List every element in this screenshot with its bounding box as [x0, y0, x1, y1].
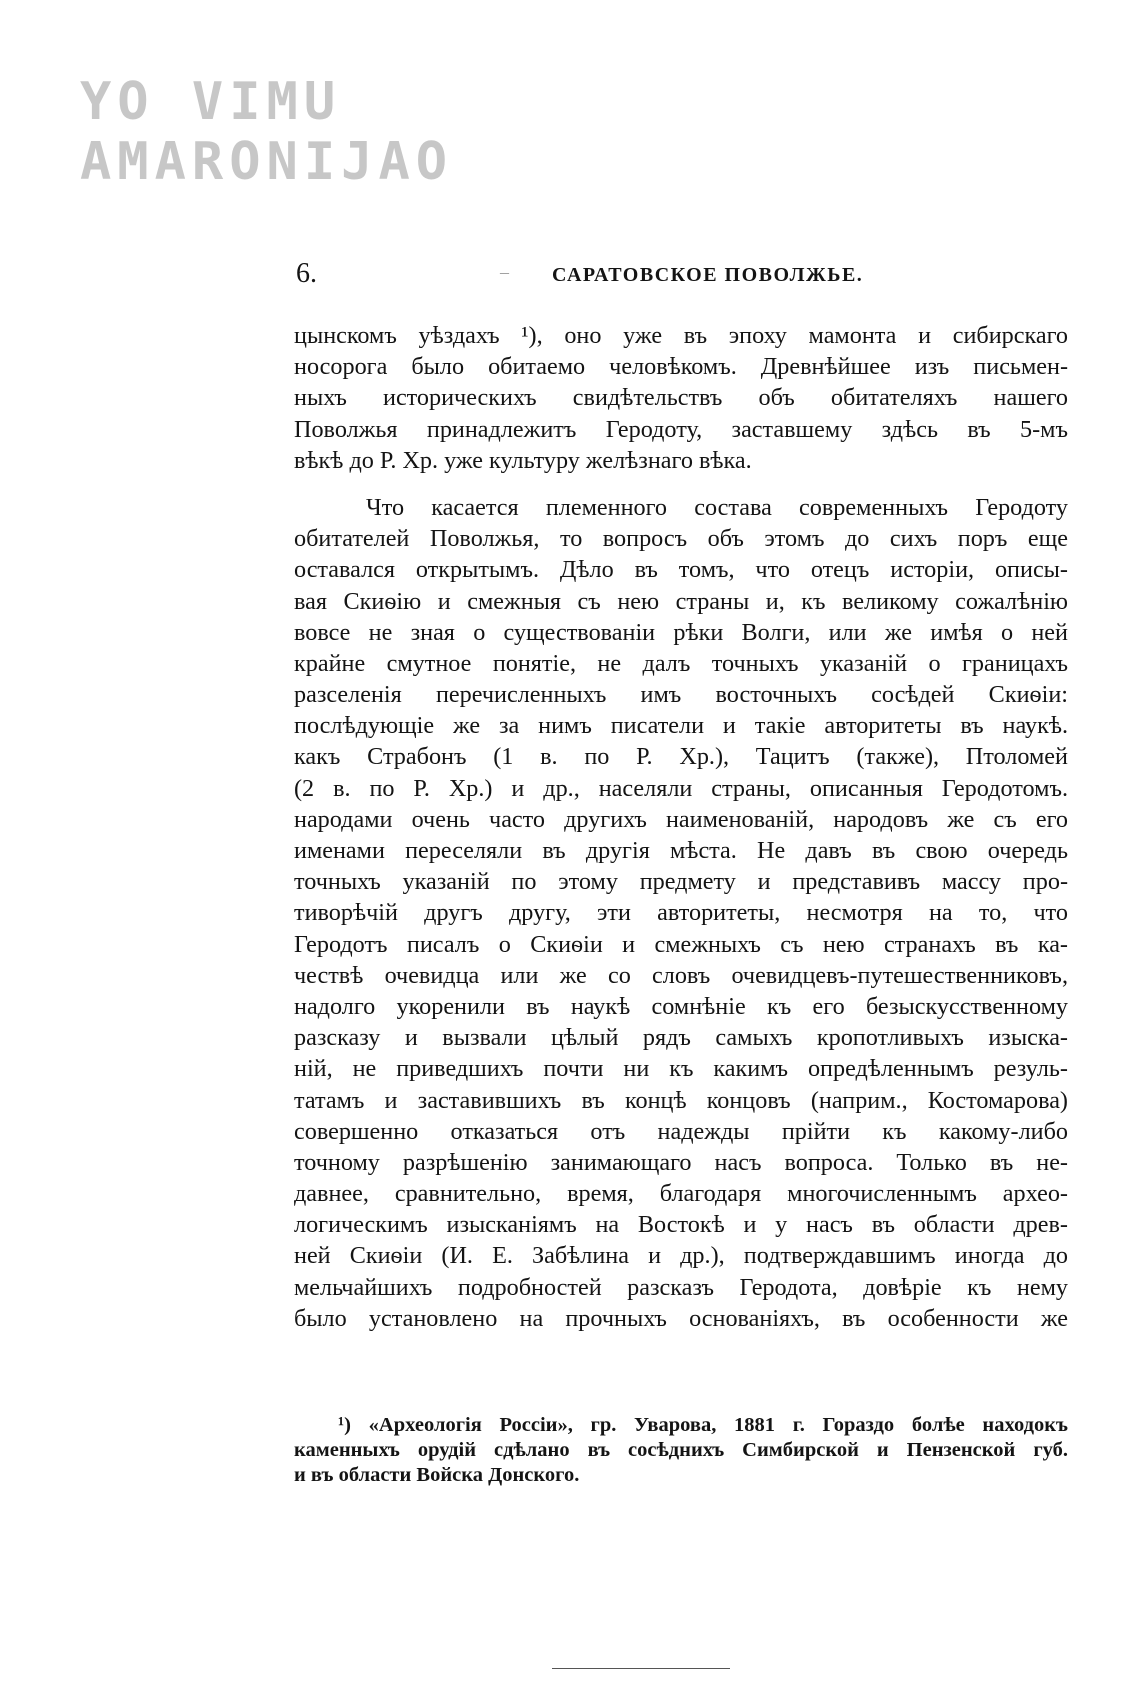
text-line: крайне смутное понятіе, не далъ точныхъ указаній о границахъ — [294, 649, 1068, 677]
text-line: точныхъ указаній по этому предмету и представивъ массу про- — [294, 868, 1068, 896]
stamp-line-1: YO VIMU — [80, 72, 342, 132]
text-line: обитателей Поволжья, то вопросъ объ этомъ до сихъ поръ еще — [294, 525, 1068, 553]
footnote-line: ¹) «Археологія Россіи», гр. Уварова, 1881 г. Гораздо болѣе находокъ — [338, 1414, 1068, 1436]
page-header — [296, 258, 1066, 294]
text-line: ній, не приведшихъ почти ни къ какимъ опредѣленнымъ резуль- — [294, 1055, 1068, 1083]
text-line: вая Скиѳію и смежныя съ нею страны и, къ великому сожалѣнію — [294, 587, 1068, 615]
text-line: разселенія перечисленныхъ имъ восточныхъ сосѣдей Скиѳіи: — [294, 681, 1068, 709]
text-line: именами переселяли въ другія мѣста. Не давъ въ свою очередь — [294, 837, 1068, 864]
bottom-divider — [552, 1668, 730, 1669]
text-line: ней Скиѳіи (И. Е. Забѣлина и др.), подтверждавшимъ иногда до — [294, 1242, 1068, 1270]
text-line: Поволжья принадлежитъ Геродоту, заставшему здѣсь въ 5-мъ — [294, 415, 1068, 443]
text-line: носорога было обитаемо человѣкомъ. Древнѣйшее изъ письмен- — [294, 353, 1068, 381]
text-line: Что касается племенного состава современныхъ Геродоту — [366, 493, 1068, 521]
text-line: разсказу и вызвали цѣлый рядъ самыхъ кропотливыхъ изыска- — [294, 1024, 1068, 1052]
stamp-line-2: AMARONIJAO — [80, 132, 454, 192]
text-line: какъ Страбонъ (1 в. по Р. Хр.), Тацитъ (также), Птоломей — [294, 743, 1068, 771]
text-line: точному разрѣшенію занимающаго насъ вопроса. Только въ не- — [294, 1148, 1068, 1176]
text-line: оставался открытымъ. Дѣло въ томъ, что отецъ исторіи, описы- — [294, 556, 1068, 584]
text-line: вовсе не зная о существованіи рѣки Волги, или же имѣя о ней — [294, 618, 1068, 646]
text-line: татамъ и заставившихъ въ концѣ концовъ (наприм., Костомарова) — [294, 1086, 1068, 1114]
footnote — [294, 1413, 1068, 1488]
text-line: цынскомъ уѣздахъ ¹), оно уже въ эпоху мамонта и сибирскаго — [294, 322, 1068, 349]
text-line: совершенно отказаться отъ надежды прійти къ какому-либо — [294, 1117, 1068, 1145]
page-number: 6. — [296, 258, 317, 289]
header-dash: – — [500, 262, 509, 282]
text-line: ныхъ историческихъ свидѣтельствъ объ обитателяхъ нашего — [294, 384, 1068, 412]
text-line: давнее, сравнительно, время, благодаря многочисленнымъ архео- — [294, 1180, 1068, 1208]
text-line: чествѣ очевидца или же со словъ очевидцевъ-путешественниковъ, — [294, 961, 1068, 989]
running-title: САРАТОВСКОЕ ПОВОЛЖЬЕ. — [552, 264, 864, 286]
text-line: надолго укоренили въ наукѣ сомнѣніе къ его безыскусственному — [294, 992, 1068, 1020]
footnote-line: и въ области Войска Донского. — [294, 1464, 580, 1486]
library-stamp — [80, 72, 454, 192]
text-line: Геродотъ писалъ о Скиѳіи и смежныхъ съ нею странахъ въ ка- — [294, 930, 1068, 958]
text-line: (2 в. по Р. Хр.) и др., населяли страны, описанныя Геродотомъ. — [294, 774, 1068, 802]
text-line: вѣкѣ до Р. Хр. уже культуру желѣзнаго вѣка. — [294, 446, 752, 474]
body-text — [294, 320, 1068, 1334]
text-line: народами очень часто другихъ наименованій, народовъ же съ его — [294, 805, 1068, 833]
paragraph-2 — [294, 492, 1068, 1334]
footnote-line: каменныхъ орудій сдѣлано въ сосѣднихъ Симбирской и Пензенской губ. — [294, 1439, 1068, 1461]
text-line: логическимъ изысканіямъ на Востокѣ и у насъ въ области древ- — [294, 1211, 1068, 1239]
text-line: тиворѣчій другъ другу, эти авторитеты, несмотря на то, что — [294, 899, 1068, 927]
paragraph-1 — [294, 320, 1068, 476]
text-line: послѣдующіе же за нимъ писатели и такіе авторитеты въ наукѣ. — [294, 712, 1068, 740]
text-line: было установлено на прочныхъ основаніяхъ, въ особенности же — [294, 1304, 1068, 1332]
text-line: мельчайшихъ подробностей разсказъ Геродота, довѣріе къ нему — [294, 1273, 1068, 1301]
